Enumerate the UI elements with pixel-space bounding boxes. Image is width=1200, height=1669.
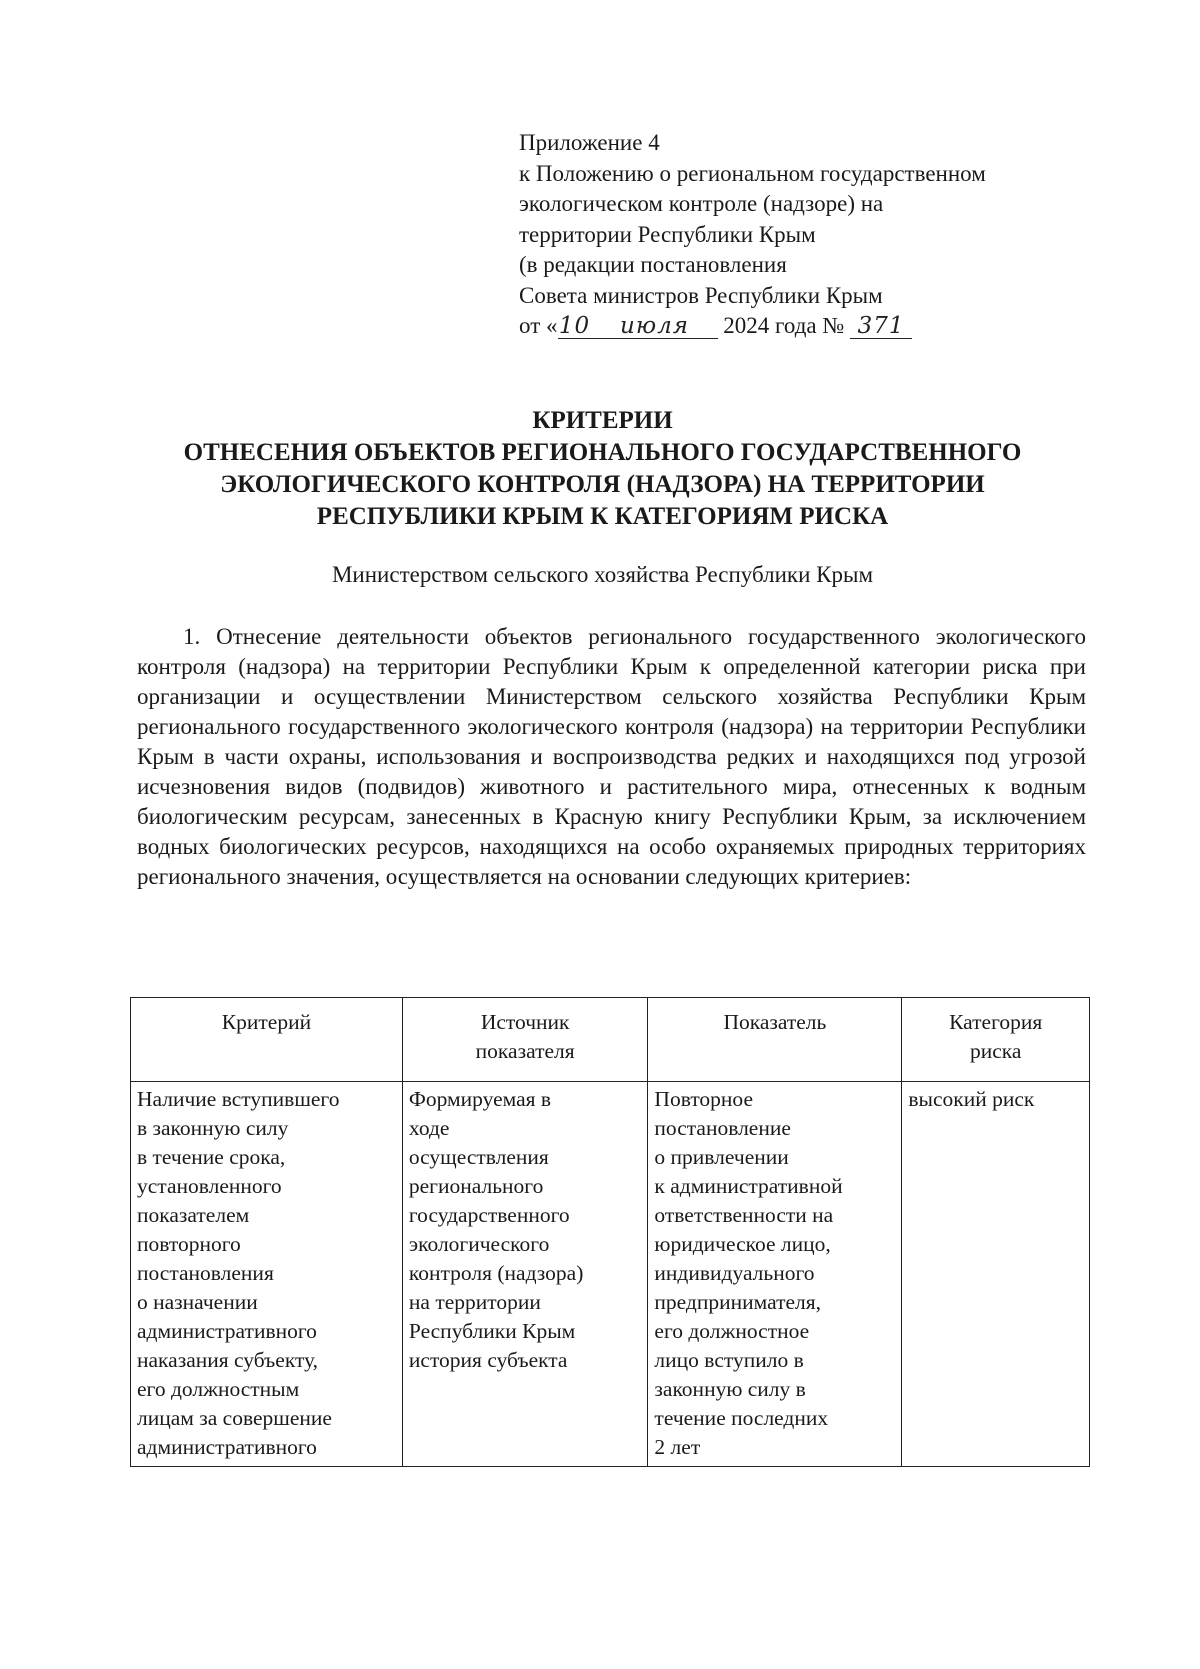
cell-line: установленного — [137, 1174, 282, 1198]
cell-line: Повторное — [654, 1087, 753, 1111]
appendix-header — [519, 128, 1119, 342]
title-line: ОТНЕСЕНИЯ ОБЪЕКТОВ РЕГИОНАЛЬНОГО ГОСУДАРСТВЕННОГО — [183, 439, 1022, 466]
cell-line: в течение срока, — [137, 1145, 286, 1169]
title-line: РЕСПУБЛИКИ КРЫМ К КАТЕГОРИЯМ РИСКА — [316, 503, 889, 530]
cell-line: осуществления — [408, 1145, 549, 1169]
cell-source — [402, 1082, 648, 1467]
cell-line: постановление — [654, 1116, 791, 1140]
header-text: Показатель — [723, 1010, 827, 1034]
cell-line: Формируемая в — [408, 1087, 552, 1111]
cell-line: течение последних — [654, 1406, 829, 1430]
cell-line: к административной — [654, 1174, 843, 1198]
cell-line: история субъекта — [408, 1348, 568, 1372]
cell-line: государственного — [408, 1203, 570, 1227]
header-text: Источник — [480, 1010, 570, 1034]
appendix-line: Приложение 4 — [519, 130, 660, 155]
header-indicator — [648, 998, 902, 1082]
cell-line: законную силу в — [654, 1377, 806, 1401]
cell-line: Наличие вступившего — [137, 1087, 340, 1111]
date-day: 10 — [558, 313, 591, 339]
cell-line: контроля (надзора) — [408, 1261, 584, 1285]
cell-indicator — [648, 1082, 902, 1467]
date-year-text: 2024 года № — [723, 313, 845, 338]
title-line: КРИТЕРИИ — [532, 407, 673, 434]
cell-category — [902, 1082, 1090, 1467]
header-text: Критерий — [221, 1010, 312, 1034]
cell-line: лицо вступило в — [654, 1348, 804, 1372]
cell-line: экологического — [408, 1232, 550, 1256]
appendix-date-line — [519, 311, 1119, 342]
appendix-line: (в редакции постановления — [519, 252, 787, 277]
table-row — [131, 1082, 1090, 1467]
cell-line: постановления — [137, 1261, 274, 1285]
cell-line: предпринимателя, — [654, 1290, 822, 1314]
cell-line: показателем — [137, 1203, 250, 1227]
header-text: показателя — [475, 1039, 575, 1063]
date-month: июля — [592, 314, 718, 339]
criteria-table — [130, 997, 1090, 1467]
cell-line: ходе — [408, 1116, 450, 1140]
document-title — [120, 405, 1085, 533]
paragraph-1: 1. Отнесение деятельности объектов регионального государственного экологического контроля (надзора) на территории Республики Крым к определенной категории риска при организации и осуществлении Министерством сельского хозяйства Республики Крым регионального государственного экологического контроля (надзора) на территории Республики Крым в части охраны, использования и воспроизводства редких и находящихся под угрозой исчезновения видов (подвидов) животного и растительного мира, отнесенных к водным биологическим ресурсам, занесенных в Красную книгу Республики Крым, за исключением водных биологических ресурсов, находящихся на особо охраняемых природных территориях регионального значения, осуществляется на основании следующих критериев: — [137, 624, 1086, 889]
ministry-subtitle: Министерством сельского хозяйства Республики Крым — [331, 562, 874, 587]
cell-line: о назначении — [137, 1290, 258, 1314]
header-source — [402, 998, 648, 1082]
appendix-line: Совета министров Республики Крым — [519, 282, 883, 308]
cell-line: Республики Крым — [408, 1319, 576, 1343]
cell-line: его должностное — [654, 1319, 810, 1343]
cell-line: регионального — [408, 1174, 544, 1198]
document-number: 371 — [850, 314, 912, 339]
cell-line: административного — [137, 1435, 317, 1459]
cell-line: наказания субъекту, — [137, 1348, 319, 1372]
table-header-row — [131, 998, 1090, 1082]
cell-line: лицам за совершение — [137, 1406, 332, 1430]
cell-line: в законную силу — [137, 1116, 289, 1140]
cell-line: повторного — [137, 1232, 241, 1256]
cell-criterion — [131, 1082, 403, 1467]
header-text: Категория — [949, 1010, 1043, 1034]
date-prefix: от « — [519, 313, 558, 338]
cell-line: высокий риск — [908, 1087, 1035, 1111]
cell-line: на территории — [408, 1290, 541, 1314]
appendix-line: экологическом контроле (надзоре) на — [519, 191, 884, 216]
title-line: ЭКОЛОГИЧЕСКОГО КОНТРОЛЯ (НАДЗОРА) НА ТЕРРИТОРИИ — [220, 471, 985, 498]
appendix-line: к Положению о региональном государственном — [519, 160, 986, 186]
cell-line: индивидуального — [654, 1261, 815, 1285]
header-criterion — [131, 998, 403, 1082]
appendix-line: территории Республики Крым — [519, 221, 816, 247]
cell-line: ответственности на — [654, 1203, 834, 1227]
cell-line: административного — [137, 1319, 317, 1343]
header-text: риска — [969, 1039, 1022, 1063]
cell-line: его должностным — [137, 1377, 300, 1401]
cell-line: о привлечении — [654, 1145, 789, 1169]
header-category — [902, 998, 1090, 1082]
cell-line: юридическое лицо, — [654, 1232, 831, 1256]
cell-line: 2 лет — [654, 1435, 701, 1459]
